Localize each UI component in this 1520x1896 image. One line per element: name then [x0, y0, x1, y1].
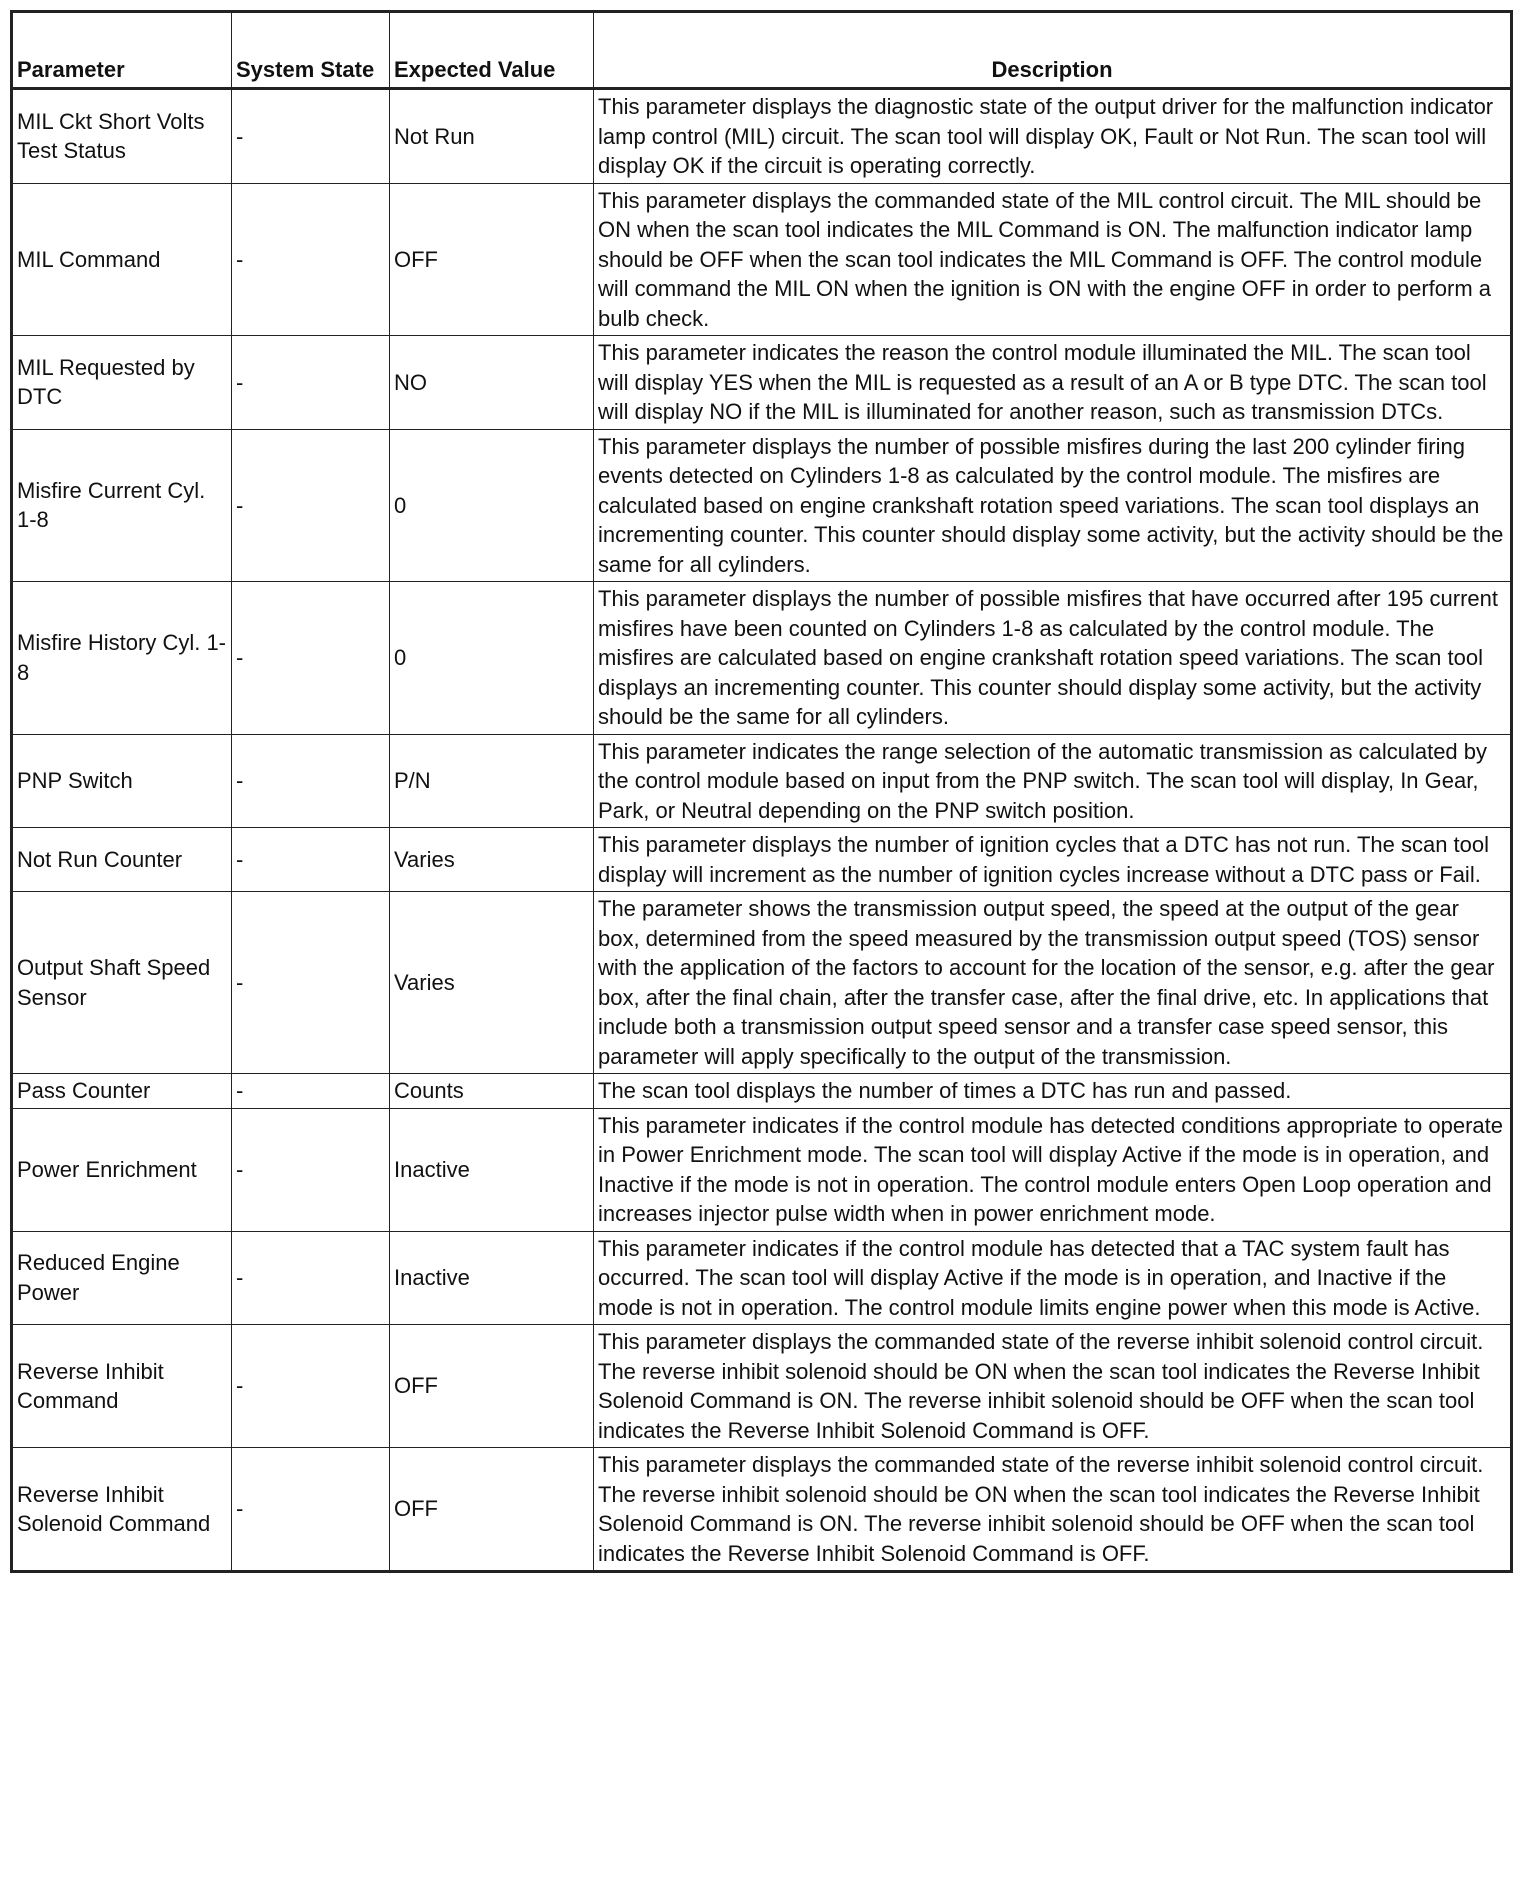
cell-expected-value: P/N	[390, 734, 594, 828]
table-row	[12, 1448, 1512, 1572]
cell-description: This parameter displays the number of possible misfires during the last 200 cylinder firing events detected on Cylinders 1-8 as calculated by the control module. The misfires are calculated based on engine crankshaft rotation speed variations. The scan tool displays an incrementing counter. This counter should display some activity, but the activity should be the same for all cylinders.	[594, 429, 1512, 582]
cell-parameter: Reverse Inhibit Command	[12, 1325, 232, 1448]
cell-expected-value: Varies	[390, 828, 594, 892]
cell-system-state: -	[232, 336, 390, 430]
cell-parameter: PNP Switch	[12, 734, 232, 828]
table-row	[12, 1231, 1512, 1325]
cell-system-state: -	[232, 89, 390, 184]
table-header	[12, 12, 1512, 89]
cell-description: The parameter shows the transmission output speed, the speed at the output of the gear box, determined from the speed measured by the transmission output speed (TOS) sensor with the application of the factors to account for the location of the sensor, e.g. after the gear box, after the final chain, after the transfer case, after the final drive, etc. In applications that include both a transmission output speed sensor and a transfer case speed sensor, this parameter will apply specifically to the output of the transmission.	[594, 892, 1512, 1074]
cell-system-state: -	[232, 183, 390, 336]
cell-parameter: MIL Ckt Short Volts Test Status	[12, 89, 232, 184]
header-row	[12, 12, 1512, 89]
parameter-table	[10, 10, 1513, 1573]
cell-expected-value: Not Run	[390, 89, 594, 184]
header-description: Description	[594, 12, 1512, 89]
table-row	[12, 1074, 1512, 1109]
cell-parameter: Reverse Inhibit Solenoid Command	[12, 1448, 232, 1572]
cell-parameter: Misfire Current Cyl. 1-8	[12, 429, 232, 582]
cell-expected-value: Counts	[390, 1074, 594, 1109]
table-body	[12, 89, 1512, 1572]
cell-parameter: Reduced Engine Power	[12, 1231, 232, 1325]
cell-system-state: -	[232, 828, 390, 892]
header-parameter: Parameter	[12, 12, 232, 89]
cell-description: This parameter indicates if the control module has detected that a TAC system fault has occurred. The scan tool will display Active if the mode is in operation, and Inactive if the mode is not in operation. The control module limits engine power when this mode is Active.	[594, 1231, 1512, 1325]
cell-description: This parameter indicates if the control module has detected conditions appropriate to operate in Power Enrichment mode. The scan tool will display Active if the mode is in operation, and Inactive if the mode is not in operation. The control module enters Open Loop operation and increases injector pulse width when in power enrichment mode.	[594, 1108, 1512, 1231]
table-row	[12, 828, 1512, 892]
cell-description: This parameter displays the commanded state of the reverse inhibit solenoid control circuit. The reverse inhibit solenoid should be ON when the scan tool indicates the Reverse Inhibit Solenoid Command is ON. The reverse inhibit solenoid should be OFF when the scan tool indicates the Reverse Inhibit Solenoid Command is OFF.	[594, 1448, 1512, 1572]
cell-description: This parameter indicates the reason the control module illuminated the MIL. The scan tool will display YES when the MIL is requested as a result of an A or B type DTC. The scan tool will display NO if the MIL is illuminated for another reason, such as transmission DTCs.	[594, 336, 1512, 430]
cell-description: This parameter displays the commanded state of the MIL control circuit. The MIL should be ON when the scan tool indicates the MIL Command is ON. The malfunction indicator lamp should be OFF when the scan tool indicates the MIL Command is OFF. The control module will command the MIL ON when the ignition is ON with the engine OFF in order to perform a bulb check.	[594, 183, 1512, 336]
table-row	[12, 336, 1512, 430]
cell-parameter: MIL Command	[12, 183, 232, 336]
cell-description: This parameter displays the number of ignition cycles that a DTC has not run. The scan tool display will increment as the number of ignition cycles increase without a DTC pass or Fail.	[594, 828, 1512, 892]
cell-parameter: Power Enrichment	[12, 1108, 232, 1231]
cell-description: This parameter displays the commanded state of the reverse inhibit solenoid control circuit. The reverse inhibit solenoid should be ON when the scan tool indicates the Reverse Inhibit Solenoid Command is ON. The reverse inhibit solenoid should be OFF when the scan tool indicates the Reverse Inhibit Solenoid Command is OFF.	[594, 1325, 1512, 1448]
table-row	[12, 892, 1512, 1074]
cell-parameter: Not Run Counter	[12, 828, 232, 892]
cell-system-state: -	[232, 734, 390, 828]
cell-description: The scan tool displays the number of times a DTC has run and passed.	[594, 1074, 1512, 1109]
table-row	[12, 89, 1512, 184]
cell-expected-value: 0	[390, 429, 594, 582]
cell-expected-value: Inactive	[390, 1108, 594, 1231]
header-expected-value: Expected Value	[390, 12, 594, 89]
cell-description: This parameter displays the diagnostic state of the output driver for the malfunction indicator lamp control (MIL) circuit. The scan tool will display OK, Fault or Not Run. The scan tool will display OK if the circuit is operating correctly.	[594, 89, 1512, 184]
cell-parameter: Pass Counter	[12, 1074, 232, 1109]
cell-expected-value: Varies	[390, 892, 594, 1074]
cell-parameter: MIL Requested by DTC	[12, 336, 232, 430]
cell-system-state: -	[232, 1108, 390, 1231]
cell-expected-value: Inactive	[390, 1231, 594, 1325]
table-row	[12, 1108, 1512, 1231]
cell-system-state: -	[232, 1325, 390, 1448]
parameter-table-sheet	[10, 10, 1510, 1573]
cell-expected-value: OFF	[390, 183, 594, 336]
table-row	[12, 429, 1512, 582]
cell-expected-value: OFF	[390, 1325, 594, 1448]
table-row	[12, 183, 1512, 336]
cell-system-state: -	[232, 429, 390, 582]
cell-parameter: Misfire History Cyl. 1-8	[12, 582, 232, 735]
table-row	[12, 1325, 1512, 1448]
table-row	[12, 734, 1512, 828]
cell-description: This parameter indicates the range selection of the automatic transmission as calculated by the control module based on input from the PNP switch. The scan tool will display, In Gear, Park, or Neutral depending on the PNP switch position.	[594, 734, 1512, 828]
cell-parameter: Output Shaft Speed Sensor	[12, 892, 232, 1074]
header-system-state: System State	[232, 12, 390, 89]
table-row	[12, 582, 1512, 735]
cell-expected-value: OFF	[390, 1448, 594, 1572]
cell-description: This parameter displays the number of possible misfires that have occurred after 195 current misfires have been counted on Cylinders 1-8 as calculated by the control module. The misfires are calculated based on engine crankshaft rotation speed variations. The scan tool displays an incrementing counter. This counter should display some activity, but the activity should be the same for all cylinders.	[594, 582, 1512, 735]
cell-system-state: -	[232, 1448, 390, 1572]
cell-system-state: -	[232, 1231, 390, 1325]
cell-expected-value: 0	[390, 582, 594, 735]
cell-system-state: -	[232, 892, 390, 1074]
cell-system-state: -	[232, 582, 390, 735]
cell-system-state: -	[232, 1074, 390, 1109]
cell-expected-value: NO	[390, 336, 594, 430]
